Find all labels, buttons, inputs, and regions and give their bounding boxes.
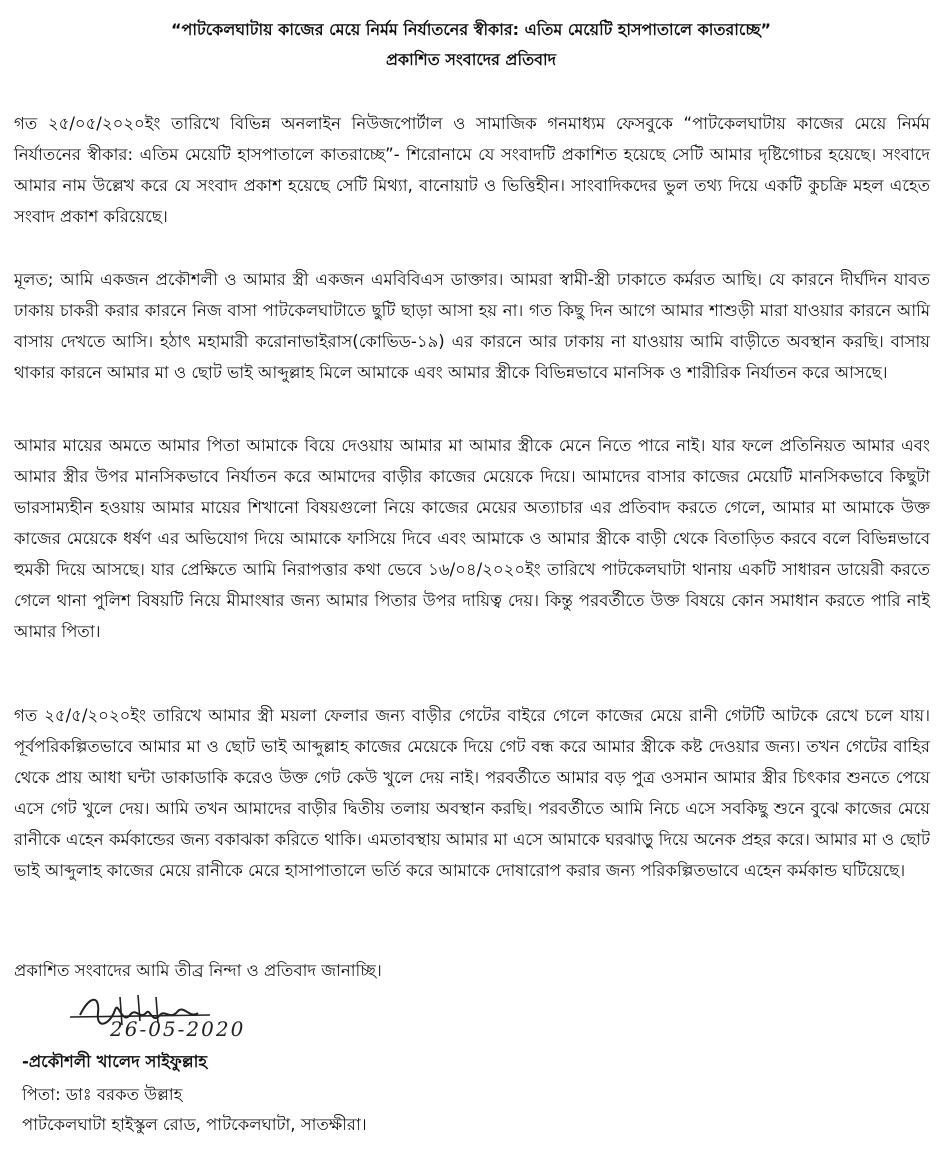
- signer-address: পাটকেলঘাটা হাইস্কুল রোড, পাটকেলঘাটা, সাতক্ষীরা।: [22, 1115, 367, 1134]
- paragraph-2: মূলত; আমি একজন প্রকৌশলী ও আমার স্ত্রী একজন এমবিবিএস ডাক্তার। আমরা স্বামী-স্ত্রী ঢাকাতে কর্মরত আছি। যে কারনে দীর্ঘদিন যাবত ঢাকায় চাকরী করার কারনে নিজ বাসা পাটকেলঘাটাতে ছুটি ছাড়া আসা হয় না। গত কিছু দিন আগে আমার শাশুড়ী মারা যাওয়ার কারনে আমি বাসায় দেখতে আসি। হঠাৎ মহামারী করোনাভাইরাস(কোভিড-১৯) এর কারনে আর ঢাকায় না যাওয়ায় আমি বাড়ীতে অবস্থান করছি। বাসায় থাকার কারনে আমার মা ও ছোট ভাই আব্দুল্লাহ মিলে আমাকে এবং আমার স্ত্রীকে বিভিন্নভাবে মানসিক ও শারীরিক নির্যাতন করে আসছে।: [14, 270, 930, 382]
- signer-name: -প্রকৌশলী খালেদ সাইফুল্লাহ: [22, 1052, 208, 1071]
- document-title: “পাটকেলঘাটায় কাজের মেয়ে নির্মম নির্যাতনের স্বীকার: এতিম মেয়েটি হাসপাতালে কাতরাচ্ছে”: [171, 20, 771, 39]
- paragraph-4: গত ২৫/৫/২০২০ইং তারিখে আমার স্ত্রী ময়লা ফেলার জন্য বাড়ীর গেটের বাইরে গেলে কাজের মেয়ে রানী গেটটি আটকে রেখে চলে যায়। পূর্বপরিকল্পিতভাবে আমার মা ও ছোট ভাই আব্দুল্লাহ কাজের মেয়েকে দিয়ে গেট বন্ধ করে আমার স্ত্রীকে কষ্ট দেওয়ার জন্য। তখন গেটের বাহির থেকে প্রায় আধা ঘন্টা ডাকাডাকি করেও উক্ত গেট কেউ খুলে দেয় নাই। পরবর্তীতে আমার বড় পুত্র ওসমান আমার স্ত্রীর চিৎকার শুনতে পেয়ে এসে গেট খুলে দেয়। আমি তখন আমাদের বাড়ীর দ্বিতীয় তলায় অবস্থান করছি। পরবর্তীতে আমি নিচে এসে সবকিছু শুনে বুঝে কাজের মেয়ে রানীকে এহেন কর্মকান্ডের জন্য বকাঝকা করিতে থাকি। এমতাবস্থায় আমার মা এসে আমাকে ঘরঝাড়ু দিয়ে অনেক প্রহর করে। আমার মা ও ছোট ভাই আব্দুলাহ কাজের মেয়ে রানীকে মেরে হাসাপাতালে ভর্তি করে আমাকে দোষারোপ করার জন্য পরিকল্পিতভাবে এহেন কর্মকান্ড ঘটিয়েছে।: [14, 706, 930, 880]
- paragraph-3: আমার মায়ের অমতে আমার পিতা আমাকে বিয়ে দেওয়ায় আমার মা আমার স্ত্রীকে মেনে নিতে পারে নাই। যার ফলে প্রতিনিয়ত আমার এবং আমার স্ত্রীর উপর মানসিকভাবে নির্যাতন করে আমাদের বাড়ীর কাজের মেয়েকে দিয়ে। আমাদের বাসার কাজের মেয়েটি মানসিকভাবে কিছুটা ভারসাম্যহীন হওয়ায় আমার মায়ের শিখানো বিষয়গুলো নিয়ে কাজের মেয়ের অত্যাচার এর প্রতিবাদ করতে গেলে, আমার মা আমাকে উক্ত কাজের মেয়েকে ধর্ষণ এর অভিযোগ দিয়ে আমাকে ফাসিয়ে দিবে এবং আমাকে ও আমার স্ত্রীকে বাড়ী থেকে বিতাড়িত করবে বলে বিভিন্নভাবে হুমকী দিয়ে আসছে। যার প্রেক্ষিতে আমি নিরাপত্তার কথা ভেবে ১৬/০৪/২০২০ইং তারিখে পাটকেলঘাটা থানায় একটি সাধারন ডায়েরী করতে গেলে থানা পুলিশ বিষয়টি নিয়ে মীমাংষার জন্য আমার পিতার উপর দায়িত্ব দেয়। কিন্তু পরবর্তীতে উক্ত বিষয়ে কোন সমাধান করতে পারি নাই আমার পিতা।: [14, 436, 930, 641]
- closing-statement: প্রকাশিত সংবাদের আমি তীব্র নিন্দা ও প্রতিবাদ জানাচ্ছি।: [14, 961, 382, 980]
- signer-father: পিতা: ডাঃ বরকত উল্লাহ: [22, 1085, 183, 1104]
- paragraph-1: গত ২৫/০৫/২০২০ইং তারিখে বিভিন্ন অনলাইন নিউজপোর্টাল ও সামাজিক গনমাধ্যম ফেসবুকে “পাটকেলঘাটায় কাজের মেয়ে নির্মম নির্যাতনের স্বীকার: এতিম মেয়েটি হাসপাতালে কাতরাচ্ছে”- শিরোনামে যে সংবাদটি প্রকাশিত হয়েছে সেটি আমার দৃষ্টিগোচর হয়েছে। সংবাদে আমার নাম উল্লেখ করে যে সংবাদ প্রকাশ হয়েছে সেটি মিথ্যা, বানোয়াট ও ভিত্তিহীন। সাংবাদিকদের ভুল তথ্য দিয়ে একটি কুচক্রি মহল এহেত সংবাদ প্রকাশ করিয়েছে।: [14, 114, 930, 226]
- document-subtitle: প্রকাশিত সংবাদের প্রতিবাদ: [385, 50, 557, 69]
- signature-date: 26-05-2020: [110, 1017, 246, 1041]
